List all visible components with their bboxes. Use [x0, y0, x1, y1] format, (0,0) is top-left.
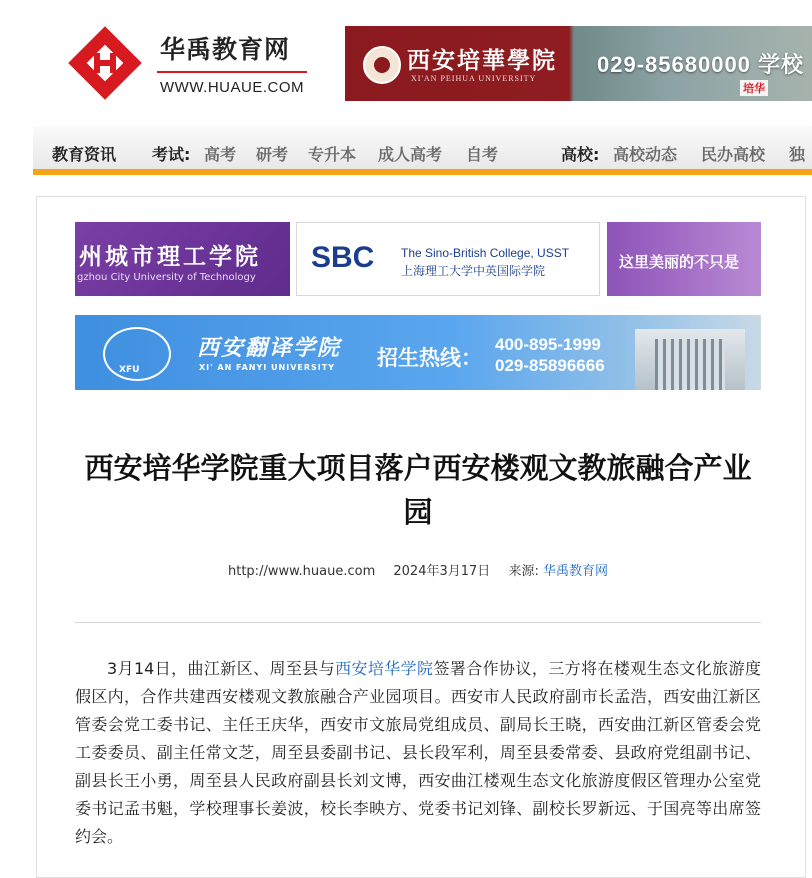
banner-subtitle: XI'AN PEIHUA UNIVERSITY: [411, 74, 537, 83]
nav-exam-gaokao[interactable]: 高考: [204, 145, 237, 164]
divider: [75, 622, 761, 623]
nav-school-private[interactable]: 民办高校: [701, 145, 766, 164]
ad4-hotline: 招生热线：: [377, 346, 482, 370]
nav-school-more[interactable]: 独: [789, 145, 806, 164]
banner-title: 西安培華學院: [407, 47, 557, 74]
ad2-chinese: 上海理工大学中英国际学院: [401, 264, 546, 278]
peihua-emblem-icon: [363, 46, 401, 84]
ad4-name: 西安翻译学院: [197, 335, 342, 361]
nav-school-news[interactable]: 高校动态: [613, 145, 678, 164]
paragraph-text-after: 签署合作协议，三方将在楼观生态文化旅游度假区内，合作共建西安楼观文教旅融合产业园项目。西安市人民政府副市长孟浩，西安曲江新区管委会党工委书记、主任王庆华，西安市文旅局党组成员、副局长王晓，西安曲江新区管委会党工委委员、副主任常文芝，周至县委副书记、县长段军利，周至县委常委、县政府党组副书记、副县长王小勇，周至县人民政府副县长刘文博，西安曲江楼观生态文化旅游度假区管理办公室党委书记孟书魁，学校理事长姜波，校长李映方、党委书记刘锋、副校长罗新远、于国亮等出席签约会。: [75, 659, 761, 846]
nav-exam-zhuanshengben[interactable]: 专升本: [308, 145, 357, 164]
site-name[interactable]: 华禹教育网: [160, 35, 291, 64]
huaue-logo[interactable]: [66, 24, 144, 102]
ad4-phone-2: 029-85896666: [495, 356, 605, 375]
building-image: [635, 329, 745, 390]
sbc-logo-letters: SBC: [311, 241, 375, 274]
main-nav: [33, 126, 812, 175]
meta-source-label: 来源:: [508, 564, 539, 579]
ad-xfu[interactable]: [75, 315, 761, 390]
peihua-link[interactable]: 西安培华学院: [335, 659, 434, 678]
article-paragraph: [75, 655, 761, 851]
nav-exam-yankao[interactable]: 研考: [256, 145, 289, 164]
meta-source[interactable]: 华禹教育网: [542, 564, 608, 579]
nav-exam-label: 考试:: [152, 145, 191, 164]
ad-campus[interactable]: [607, 222, 761, 296]
site-name-divider: [157, 71, 307, 73]
banner-badge: 培华: [740, 80, 768, 96]
sbc-logo: [311, 241, 374, 275]
ad1-title: 州城市理工学院: [79, 243, 261, 270]
nav-news[interactable]: 教育资讯: [52, 145, 117, 164]
ad-city-university[interactable]: [75, 222, 290, 296]
article-meta: [75, 560, 761, 579]
meta-date: 2024年3月17日: [393, 564, 491, 579]
nav-exam-zikao[interactable]: 自考: [466, 145, 499, 164]
ad1-subtitle: gzhou City University of Technology: [77, 272, 256, 283]
ad4-emblem-text: XFU: [119, 365, 140, 375]
banner-phone: 029-85680000 学校: [597, 52, 805, 77]
meta-url[interactable]: http://www.huaue.com: [228, 564, 376, 579]
article-title: 西安培华学院重大项目落户西安楼观文教旅融合产业园: [84, 451, 752, 529]
ad4-phone-1: 400-895-1999: [495, 335, 601, 354]
nav-exam-chengren[interactable]: 成人高考: [378, 145, 443, 164]
ad-sbc[interactable]: [296, 222, 600, 296]
site-url[interactable]: WWW.HUAUE.COM: [160, 79, 304, 96]
nav-school-label: 高校:: [561, 145, 600, 164]
ad4-name-english: XI' AN FANYI UNIVERSITY: [199, 363, 336, 372]
paragraph-text-before: 3月14日，曲江新区、周至县与: [107, 659, 336, 678]
peihua-banner-ad[interactable]: [345, 26, 812, 101]
ad2-english: The Sino-British College, USST: [401, 246, 570, 260]
ad3-text: 这里美丽的不只是: [619, 253, 740, 271]
